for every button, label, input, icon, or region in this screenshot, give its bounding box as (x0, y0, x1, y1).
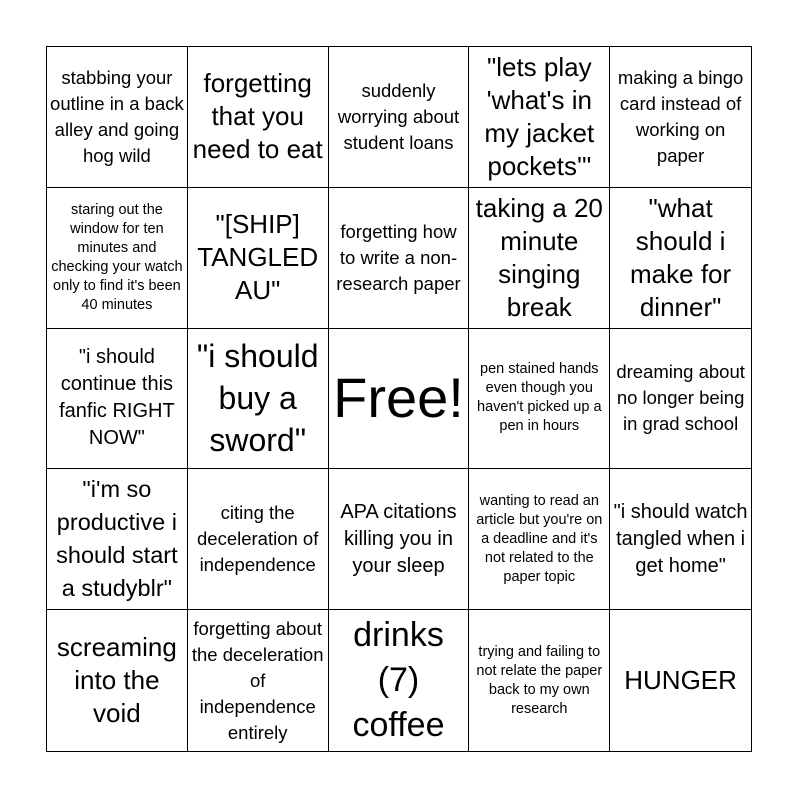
cell-text: HUNGER (624, 665, 737, 696)
bingo-cell-r4c4[interactable] (469, 469, 610, 610)
bingo-cell-r1c4[interactable] (469, 47, 610, 188)
cell-text: wanting to read an article but you're on a deadline and it's not related to the paper topic (476, 492, 603, 585)
bingo-cell-r5c1[interactable] (47, 610, 188, 751)
bingo-cell-r4c1[interactable] (47, 469, 188, 610)
cell-text: suddenly worrying about student loans (337, 79, 460, 153)
cell-text: "lets play 'what's in my jacket pockets'" (484, 51, 595, 181)
bingo-cell-r3c2[interactable] (188, 329, 329, 470)
bingo-cell-r4c3[interactable] (329, 469, 470, 610)
cell-text: citing the deceleration of independence (197, 502, 319, 576)
bingo-cell-r4c5[interactable] (610, 469, 751, 610)
bingo-cell-r2c1[interactable] (47, 188, 188, 329)
cell-text: forgetting that you need to eat (192, 68, 323, 165)
bingo-cell-r2c2[interactable] (188, 188, 329, 329)
bingo-cell-r3c4[interactable] (469, 329, 610, 470)
bingo-cell-r5c5[interactable] (610, 610, 751, 751)
bingo-cell-r3c1[interactable] (47, 329, 188, 470)
cell-text: dreaming about no longer being in grad school (616, 361, 745, 435)
bingo-cell-r1c1[interactable] (47, 47, 188, 188)
bingo-cell-r1c2[interactable] (188, 47, 329, 188)
cell-text: pen stained hands even though you haven't picked up a pen in hours (477, 361, 602, 435)
bingo-cell-r5c2[interactable] (188, 610, 329, 751)
cell-text: APA citations killing you in your sleep (340, 500, 457, 577)
bingo-cell-r1c5[interactable] (610, 47, 751, 188)
bingo-cell-r2c4[interactable] (469, 188, 610, 329)
bingo-cell-r1c3[interactable] (329, 47, 470, 188)
cell-text: "i should buy a sword" (196, 338, 319, 459)
bingo-cell-r3c5[interactable] (610, 329, 751, 470)
cell-text: "i should watch tangled when i get home" (613, 500, 748, 577)
bingo-cell-r5c3[interactable] (329, 610, 470, 751)
cell-text: "what should i make for dinner" (630, 192, 732, 322)
cell-text: taking a 20 minute singing break (475, 192, 603, 322)
bingo-cell-r5c4[interactable] (469, 610, 610, 751)
cell-text: screaming into the void (56, 632, 177, 729)
bingo-free-space[interactable] (329, 329, 470, 470)
cell-text: "[SHIP] TANGLED AU" (197, 209, 319, 306)
free-space-text: Free! (333, 366, 464, 430)
bingo-cell-r2c5[interactable] (610, 188, 751, 329)
cell-text: "i should continue this fanfic RIGHT NOW" (59, 346, 175, 450)
cell-text: drinks (7) coffee (352, 616, 445, 745)
cell-text: forgetting about the deceleration of independence entirely (191, 617, 324, 743)
cell-text: trying and failing to not relate the paper back to my own research (476, 643, 603, 717)
cell-text: "i'm so productive i should start a studyblr" (56, 476, 178, 602)
bingo-cell-r4c2[interactable] (188, 469, 329, 610)
bingo-cell-r2c3[interactable] (329, 188, 470, 329)
cell-text: stabbing your outline in a back alley and going hog wild (50, 66, 184, 166)
cell-text: making a bingo card instead of working on paper (617, 66, 744, 166)
cell-text: staring out the window for ten minutes and checking your watch only to find it's been 40 minutes (51, 201, 183, 313)
bingo-board (46, 46, 752, 752)
cell-text: forgetting how to write a non-research paper (336, 220, 461, 294)
